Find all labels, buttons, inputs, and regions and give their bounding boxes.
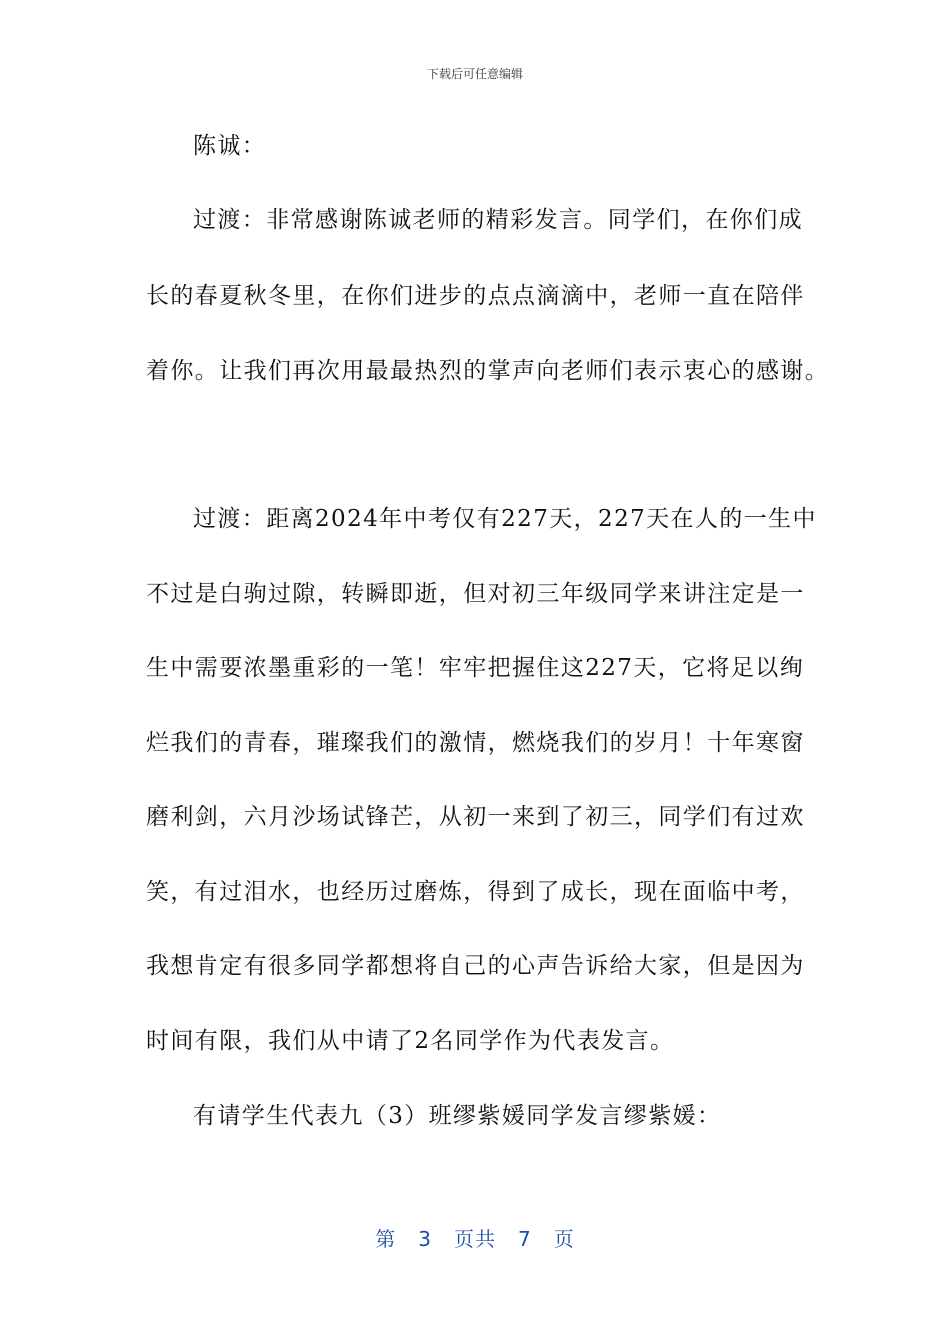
paragraph-line: 着你。让我们再次用最最热烈的掌声向老师们表示衷心的感谢。 xyxy=(146,358,830,384)
paragraph-line: 烂我们的青春，璀璨我们的激情，燃烧我们的岁月！十年寒窗 xyxy=(146,730,805,756)
paragraph-line: 陈诚： xyxy=(193,133,267,159)
paragraph-line: 笑，有过泪水，也经历过磨炼，得到了成长，现在面临中考， xyxy=(146,879,805,905)
paragraph-line: 时间有限，我们从中请了2名同学作为代表发言。 xyxy=(146,1028,675,1054)
paragraph-line: 长的春夏秋冬里，在你们进步的点点滴滴中，老师一直在陪伴 xyxy=(146,283,805,309)
paragraph-line: 不过是白驹过隙，转瞬即逝，但对初三年级同学来讲注定是一 xyxy=(146,581,805,607)
current-page-number: 3 xyxy=(418,1227,432,1251)
footer-suffix: 页 xyxy=(553,1227,575,1251)
paragraph-line: 磨利剑，六月沙场试锋芒，从初一来到了初三，同学们有过欢 xyxy=(146,804,805,830)
paragraph-line: 过渡：非常感谢陈诚老师的精彩发言。同学们，在你们成 xyxy=(193,207,803,233)
page-footer xyxy=(0,1226,950,1252)
footer-prefix: 第 xyxy=(375,1227,397,1251)
footer-middle: 页共 xyxy=(454,1227,496,1251)
paragraph-line: 我想肯定有很多同学都想将自己的心声告诉给大家，但是因为 xyxy=(146,953,805,979)
paragraph-line: 有请学生代表九（3）班缪紫媛同学发言缪紫媛： xyxy=(193,1103,722,1129)
total-page-number: 7 xyxy=(518,1227,532,1251)
paragraph-line: 生中需要浓墨重彩的一笔！牢牢把握住这227天，它将足以绚 xyxy=(146,655,805,681)
page-header: 下载后可任意编辑 xyxy=(426,67,523,81)
paragraph-line: 过渡：距离2024年中考仅有227天，227天在人的一生中 xyxy=(193,506,817,532)
